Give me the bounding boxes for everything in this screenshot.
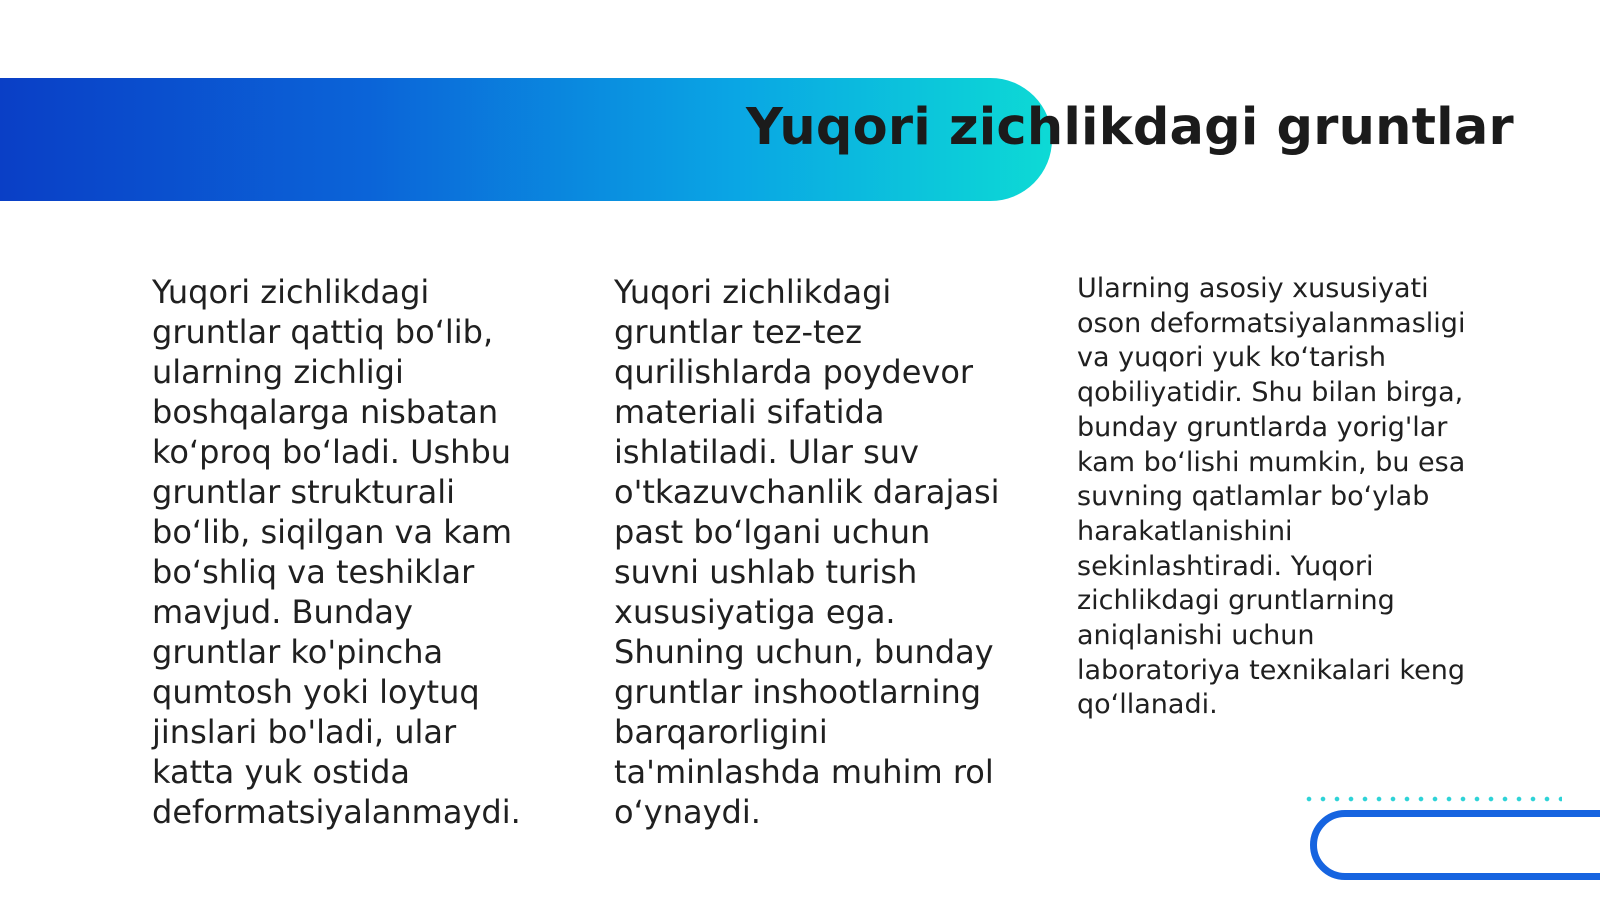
slide-title: Yuqori zichlikdagi gruntlar [746,98,1514,157]
decorative-dotted-line [1302,796,1562,802]
text-column-2: Yuqori zichlikdagi gruntlar tez-tez qurilishlarda poydevor materiali sifatida ishlatiladi. Ular suv o'tkazuvchanlik darajasi past bo‘lgani uchun suvni ushlab turish xususiyatiga ega. Shuning uchun, bunday gruntlar inshootlarning barqarorligini ta'minlashda muhim rol o‘ynaydi. [614,273,1000,831]
text-column-3: Ularning asosiy xususiyati oson deformatsiyalanmasligi va yuqori yuk ko‘tarish qobiliyatidir. Shu bilan birga, bunday gruntlarda yorig'lar kam bo‘lishi mumkin, bu esa suvning qatlamlar bo‘ylab harakatlanishini sekinlashtiradi. Yuqori zichlikdagi gruntlarning aniqlanishi uchun laboratoriya texnikalari keng qo‘llanadi. [1077,273,1466,721]
text-column-1: Yuqori zichlikdagi gruntlar qattiq bo‘lib, ularning zichligi boshqalarga nisbatan ko‘proq bo‘ladi. Ushbu gruntlar strukturali bo‘lib, siqilgan va kam bo‘shliq va teshiklar mavjud. Bunday gruntlar ko'pincha qumtosh yoki loytuq jinslari bo'ladi, ular katta yuk ostida deformatsiyalanmaydi. [152,273,521,831]
decorative-pill-outline [1310,810,1600,880]
